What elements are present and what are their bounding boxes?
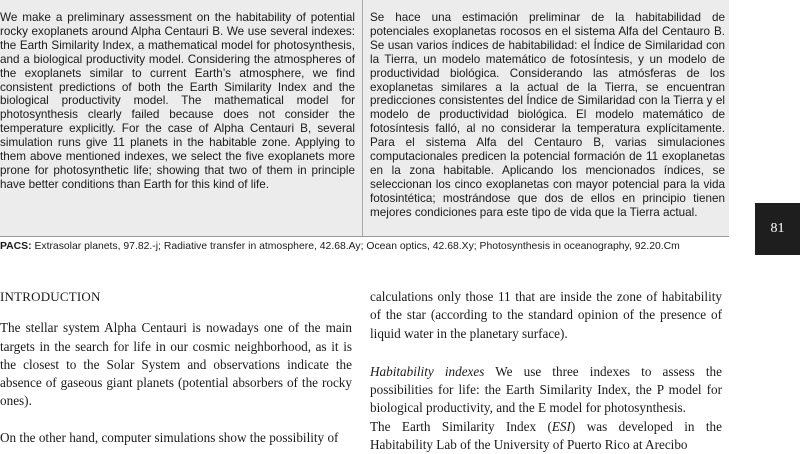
- abstract-english: We make a preliminary assessment on the habitability of potential rocky exoplanets around Alpha Centauri B. We use several indexes: the Earth Similarity Index, a mathematical model for photosynthesis, and a biological productivity model. Considering the atmospheres of the exoplanets similar to current Earth’s atmosphere, we find consistent predictions of both the Earth Similarity Index and the biological productivity model. The mathematical model for photosynthesis clearly failed because does not consider the temperature explicitly. For the case of Alpha Centauri B, several simulation runs give 11 planets in the habitable zone. Applying to them above mentioned indexes, we select the five exoplanets more prone for photosynthetic life; showing that two of them in principle have better conditions than Earth for this kind of life.: [0, 11, 355, 191]
- pacs-label: PACS:: [0, 241, 32, 252]
- column-divider: [362, 0, 363, 236]
- habitability-indexes-title: Habitability indexes: [370, 363, 485, 379]
- body-left-column: [0, 288, 352, 447]
- pacs-text: Extrasolar planets, 97.82.-j; Radiative transfer in atmosphere, 42.68.Ay; Ocean optics, 42.68.Xy; Photosynthesis in oceanography, 92.20.Cm: [31, 241, 680, 252]
- esi-abbreviation: ESI: [551, 418, 571, 434]
- page-number: 81: [770, 221, 785, 236]
- intro-paragraph-1: The stellar system Alpha Centauri is nowadays one of the main targets in the search for life in our cosmic neighborhood, as it is the closest to the Solar System and observations indicate the absence of gaseous giant planets (potential absorbers of the rocky ones).: [0, 320, 352, 409]
- abstract-spanish: Se hace una estimación preliminar de la habitabilidad de potenciales exoplanetas rocosos en el sistema Alfa del Centauro B. Se usan varios índices de habitabilidad: el Índice de Similaridad con la Tierra, un modelo matemático de fotosíntesis, y un modelo de productividad biológica. Considerando las atmósferas de los exoplanetas similares a la actual de la Tierra, se encuentran predicciones consistentes del Índice de Similaridad con la Tierra y el modelo de productividad biológica. El modelo matemático de fotosíntesis falló, al no considerar la temperatura explícitamente. Para el sistema Alfa del Centauro B, varias simulaciones computacionales predicen la potencial formación de 11 exoplanetas en la zona habitable. Aplicando los mencionados índices, se seleccionan los cinco exoplanetas con mayor potencial para la vida fotosintética; mostrándose que dos de ellos en principio tienen mejores condiciones para este tipo de vida que la Tierra actual.: [370, 11, 725, 219]
- esi-paragraph: [370, 418, 722, 454]
- pacs-line: [0, 240, 740, 254]
- page-number-tab: [755, 203, 800, 255]
- body-right-column: [370, 288, 722, 454]
- habitability-indexes-text: We use three indexes to assess the possibilities for life: the Earth Similarity Index, the P model for biological productivity, and the E model for photosynthesis.: [370, 363, 722, 416]
- right-paragraph-1: calculations only those 11 that are inside the zone of habitability of the star (according to the standard opinion of the presence of liquid water in the planetary surface).: [370, 289, 722, 341]
- section-heading-introduction: INTRODUCTION: [0, 289, 101, 304]
- esi-text-before: The Earth Similarity Index (: [370, 418, 552, 434]
- habitability-paragraph: [370, 363, 722, 418]
- esi-text-after: ) was developed in the Habitability Lab of the University of Puerto Rico at Arecibo: [370, 418, 722, 453]
- abstract-box: [0, 0, 729, 237]
- intro-paragraph-2: On the other hand, computer simulations show the possibility of: [0, 429, 339, 445]
